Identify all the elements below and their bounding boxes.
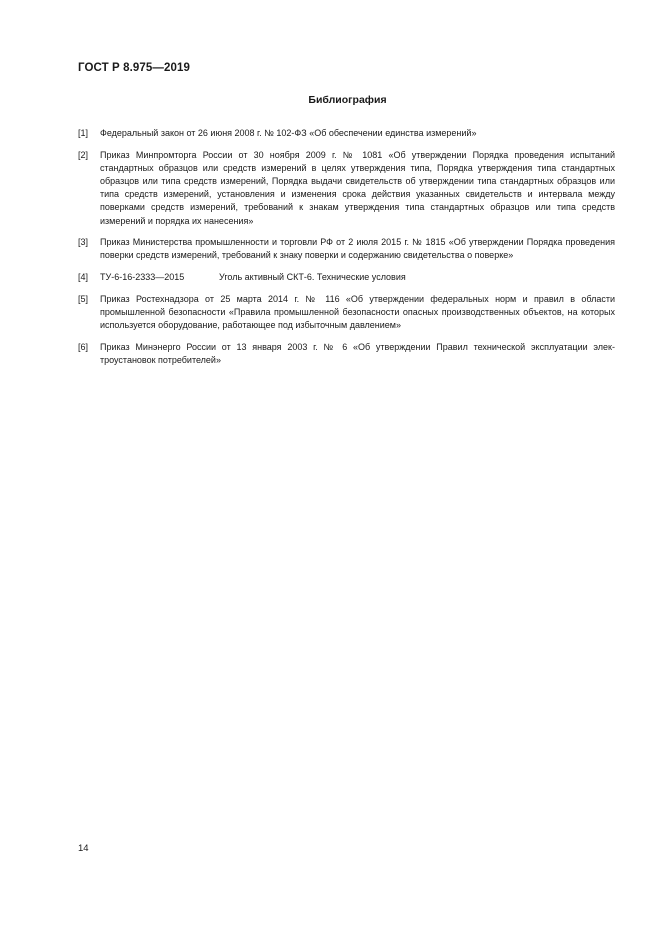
bibliography-title: Библиография [308,94,387,106]
reference-text-block [100,271,615,284]
bibliography-item [78,127,615,140]
reference-text: Приказ Минпромторга России от 30 ноября 2009 г. № 1081 «Об утверждении Порядка проведения испытаний стандартных образцов или средств измерений в целях утверждения типа, Порядка утверждения типа стандартных образцов или типа средств измерений, Порядка выдачи свидетельств об утверждении типа стандартных образцов или типа средств измерений, установления и изменения срока действия указанных свидетельств и интервала между поверками средств измерений, требований к знакам утверждения типа стандартных образцов или типа средств измерений и порядка их нанесения» [100,149,615,226]
document-code: ГОСТ Р 8.975—2019 [78,62,190,74]
bibliography-item [78,341,615,367]
reference-number: [4] [78,272,89,282]
reference-text: Приказ Ростехнадзора от 25 марта 2014 г. № 116 «Об утверждении федеральных норм и правил в области промышленной безопасности «Правила промышленной безопасности опасных производственных объектов, на которых используется оборудование, работающее под избыточным давлением» [100,293,615,330]
reference-number: [3] [78,237,89,248]
reference-number: [6] [78,341,89,352]
bibliography-item [78,149,615,228]
reference-number: [5] [78,293,89,304]
reference-number: [1] [78,128,89,138]
bibliography-item [78,293,615,333]
bibliography-item [78,271,615,284]
bibliography-list [78,127,615,375]
reference-text: Уголь активный СКТ-6. Технические условия [219,272,406,282]
reference-text: Федеральный закон от 26 июня 2008 г. № 102-ФЗ «Об обеспечении единства измерений» [100,128,477,138]
bibliography-item [78,236,615,262]
page-number: 14 [78,843,89,854]
reference-code: ТУ-6-16-2333—2015 [100,272,185,282]
reference-text: Приказ Министерства промышленности и торговли РФ от 2 июля 2015 г. № 1815 «Об утверждении Порядка проведения поверки средств измерений, требований к знаку поверки и содержанию свидетельства о поверке» [100,237,615,261]
reference-number: [2] [78,149,89,160]
reference-text: Приказ Минэнерго России от 13 января 2003 г. № 6 «Об утверждении Правил технической эксплуатации электроустановок потребителей» [100,341,615,365]
